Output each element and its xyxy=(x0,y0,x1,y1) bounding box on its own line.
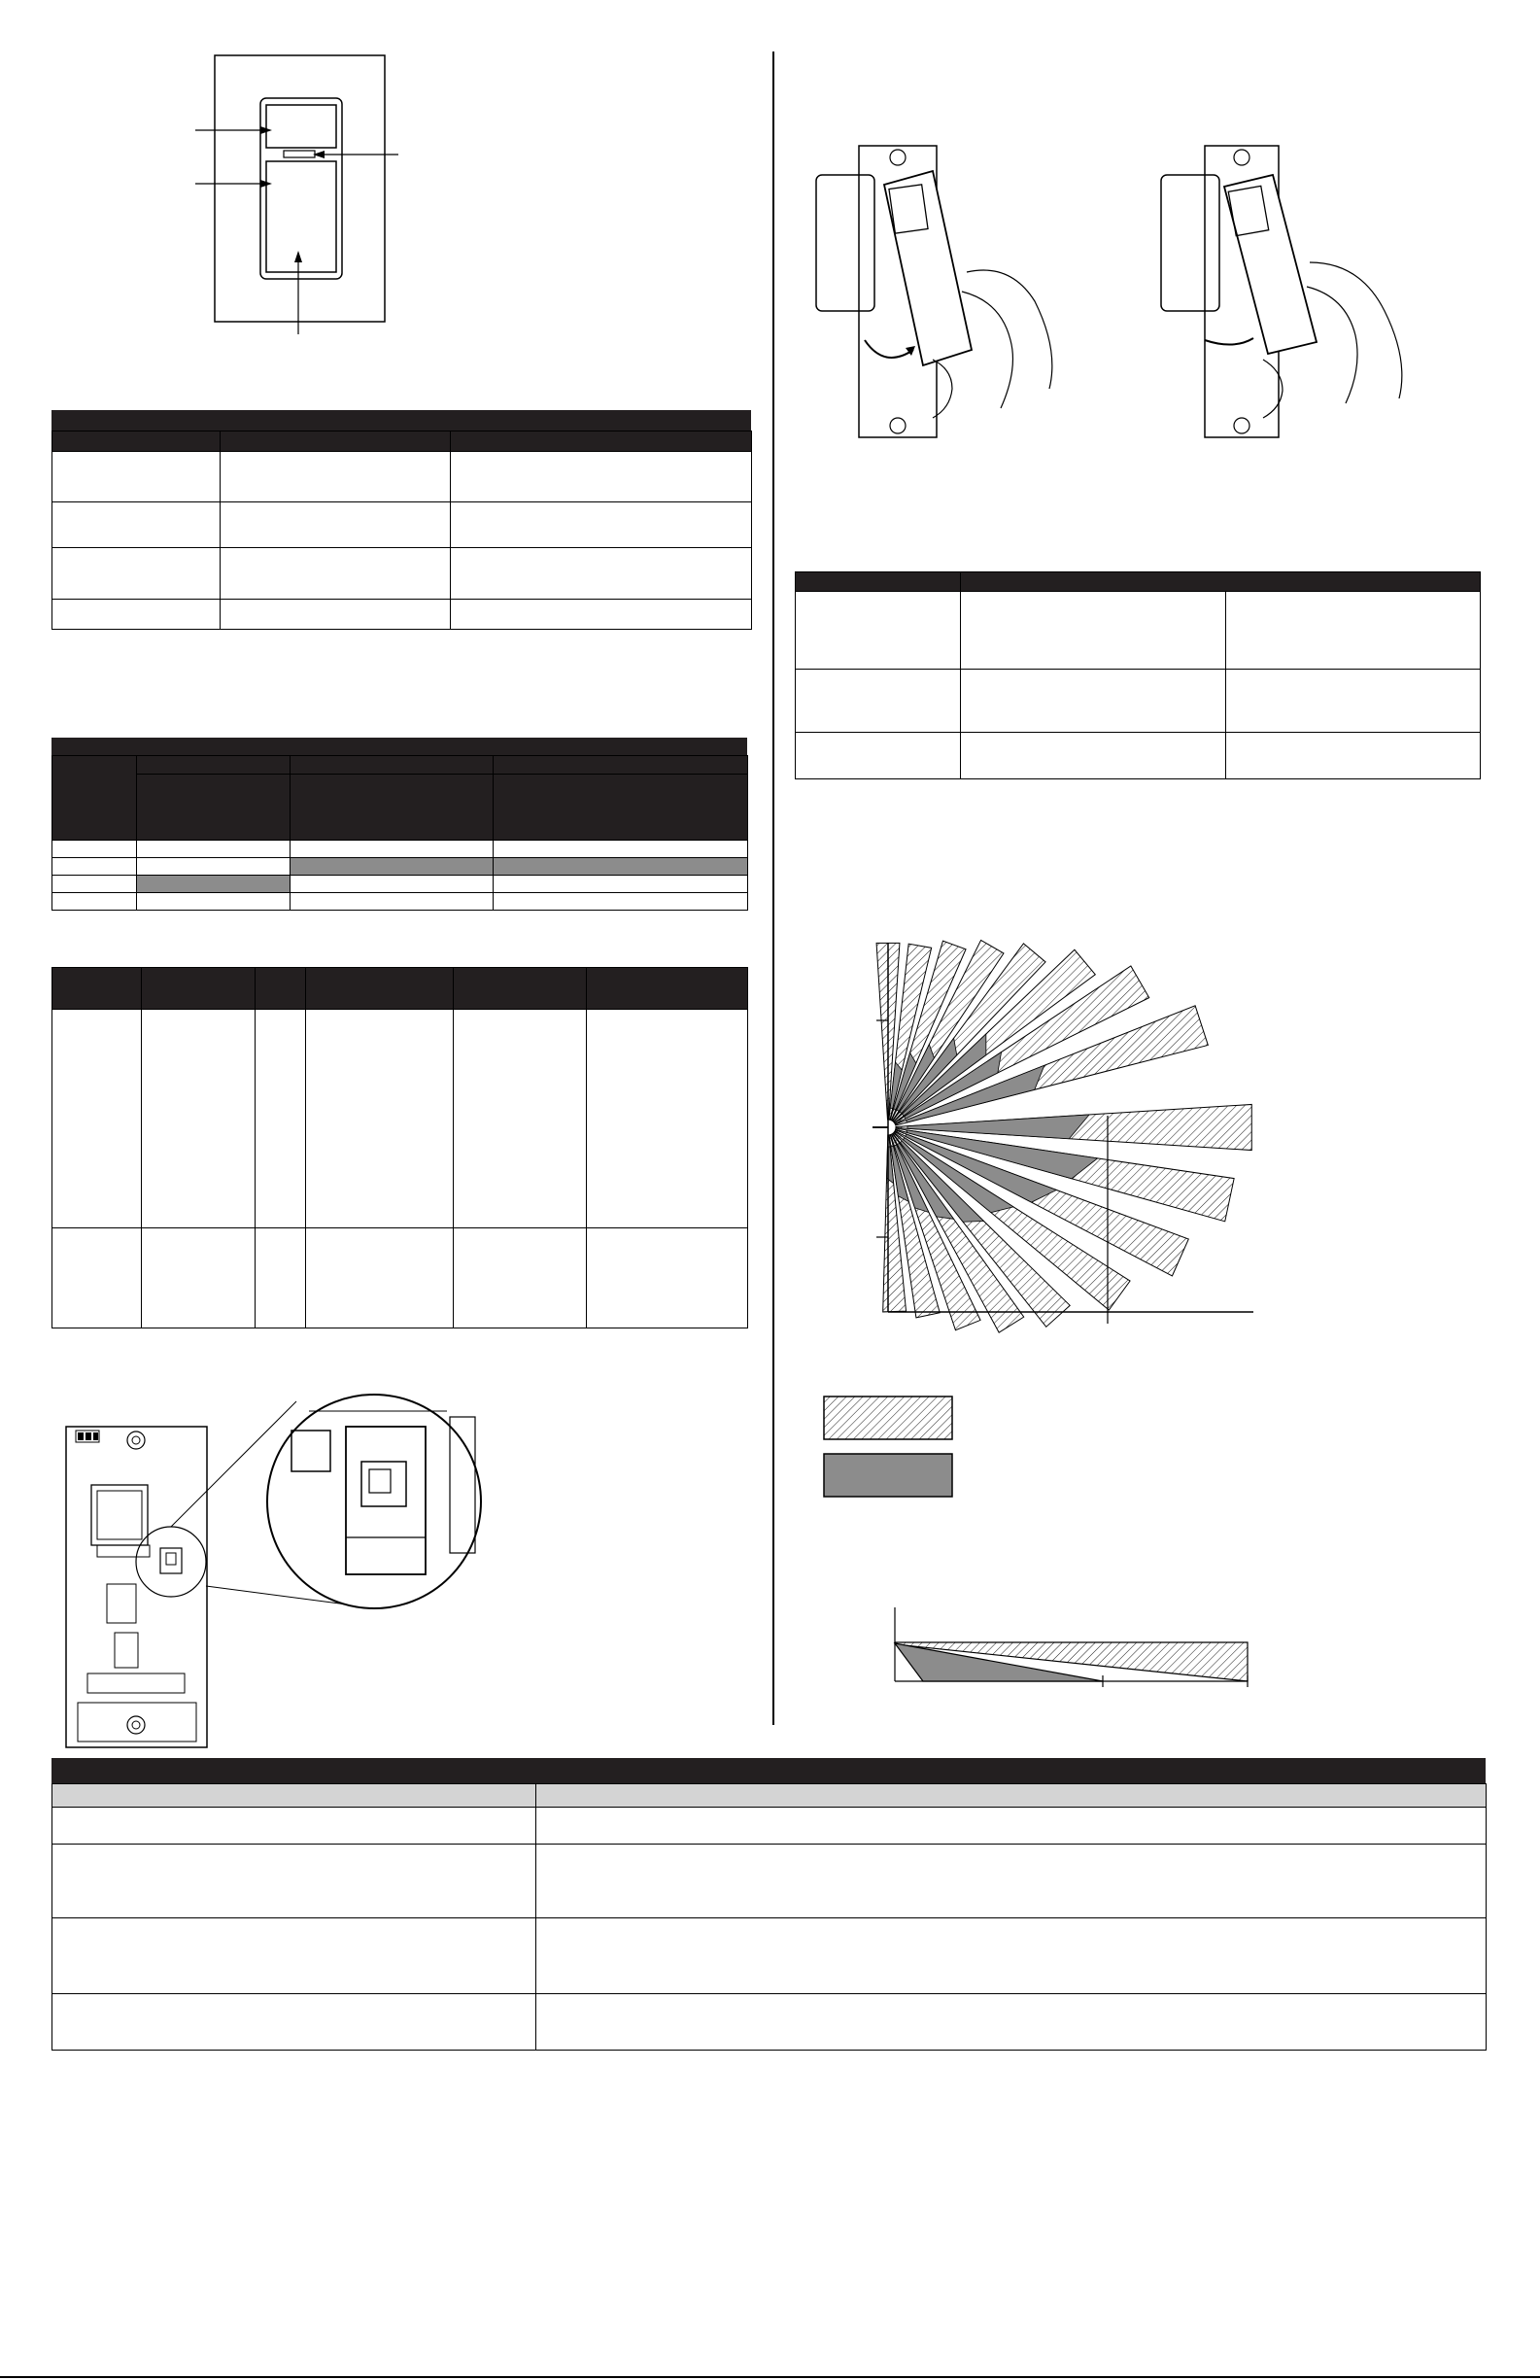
legend-solid-swatch xyxy=(824,1454,952,1497)
table5 xyxy=(51,1783,1487,2051)
legend-hatch-swatch xyxy=(824,1397,952,1439)
table5-header-row xyxy=(52,1784,1487,1808)
table-row xyxy=(52,1808,1487,1845)
table-row xyxy=(52,1994,1487,2051)
table-row xyxy=(52,1845,1487,1918)
coverage-pattern-side-view xyxy=(895,1607,1248,1687)
table5-title-bar xyxy=(51,1758,1486,1783)
table-row xyxy=(52,1918,1487,1994)
footer-rule xyxy=(0,2376,1540,2378)
